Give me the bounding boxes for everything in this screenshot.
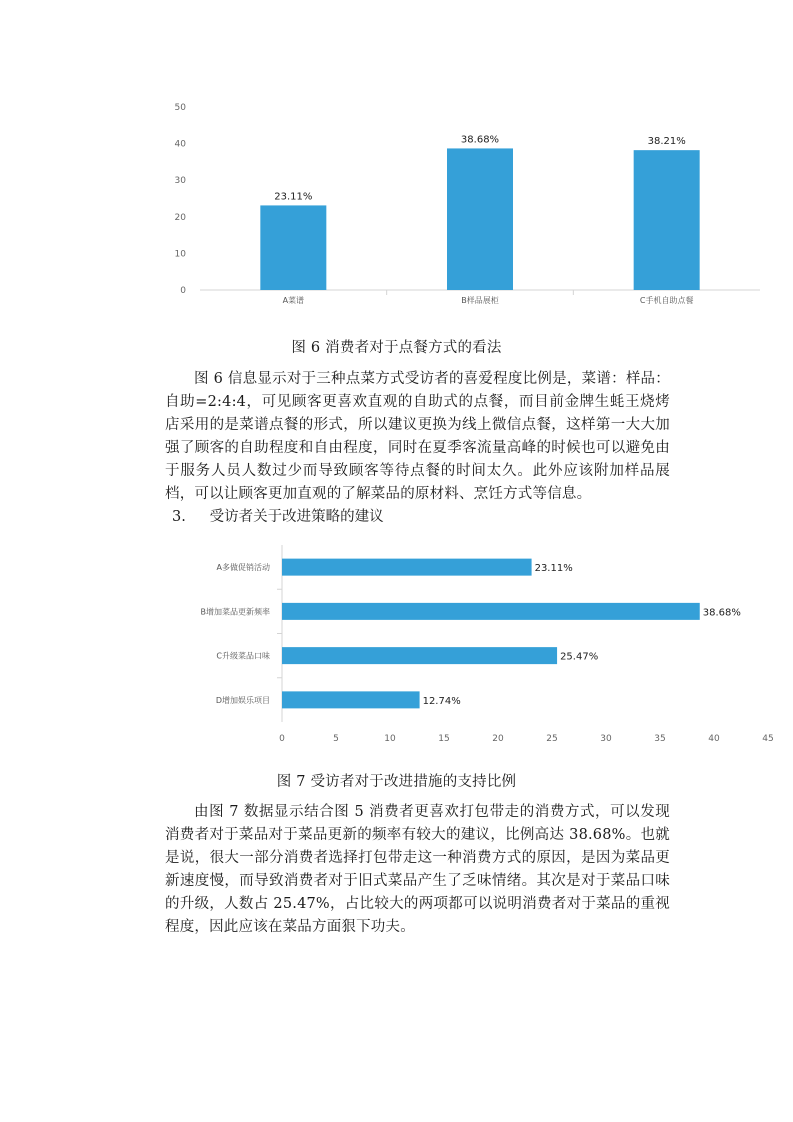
bar [260, 205, 326, 290]
x-tick-label: 35 [654, 734, 666, 744]
chart-dining-preference [0, 0, 793, 330]
data-label: 38.68% [460, 134, 500, 146]
x-category-label: A菜谱 [282, 296, 305, 305]
x-tick-label: 30 [600, 734, 612, 744]
data-label: 38.21% [647, 136, 686, 148]
x-tick-label: 10 [384, 734, 396, 744]
y-tick-label: 0 [180, 286, 186, 296]
bar [282, 559, 532, 576]
y-category-label: B增加菜品更新频率 [200, 607, 270, 617]
bar [447, 148, 513, 290]
x-tick-label: 15 [438, 734, 450, 744]
paragraph-figure6-analysis: 图 6 信息显示对于三种点菜方式受访者的喜爱程度比例是，菜谱：样品：自助=2:4:4，可见顾客更喜欢直观的自助式的点餐，而目前金牌生蚝王烧烤店采用的是菜谱点餐的形式，所以建议更换为线上微信点餐，这样第一大大加强了顾客的自助程度和自由程度，同时在夏季客流量高峰的时候也可以避免由于服务人员人数过少而导致顾客等待点餐的时间太久。此外应该附加样品展档，可以让顾客更加直观的了解菜品的原材料、烹饪方式等信息。 [165, 371, 670, 502]
figure6-caption: 图 6 消费者对于点餐方式的看法 [291, 340, 502, 356]
x-category-label: C手机自助点餐 [639, 296, 694, 305]
y-tick-label: 10 [174, 249, 186, 260]
x-tick-label: 5 [333, 734, 339, 744]
paragraph-figure7-analysis: 由图 7 数据显示结合图 5 消费者更喜欢打包带走的消费方式，可以发现消费者对于菜品对于菜品更新的频率有较大的建议，比例高达 38.68%。也就是说，很大一部分消费者选择打包带走这一种消费方式的原因，是因为菜品更新速度慢，而导致消费者对于旧式菜品产生了乏味情绪。其次是对于菜品口味的升级，人数占 25.47%，占比较大的两项都可以说明消费者对于菜品的重视程度，因此应该在菜品方面狠下功夫。 [165, 804, 670, 935]
bar [634, 150, 700, 290]
x-category-label: B样品展柜 [461, 296, 499, 305]
data-label: 23.11% [274, 191, 313, 203]
y-category-label: C升级菜品口味 [216, 651, 270, 661]
section-number: 3. [172, 509, 186, 525]
data-label: 23.11% [534, 563, 573, 575]
chart-improvement-support [0, 540, 793, 760]
y-tick-label: 20 [174, 212, 186, 223]
x-tick-label: 0 [279, 734, 285, 744]
y-category-label: D增加娱乐项目 [215, 695, 270, 705]
y-tick-label: 30 [174, 176, 186, 187]
section-title: 受访者关于改进策略的建议 [209, 509, 384, 525]
y-tick-label: 50 [174, 103, 186, 113]
x-tick-label: 25 [546, 734, 558, 744]
y-tick-label: 40 [174, 139, 186, 150]
data-label: 12.74% [422, 695, 461, 707]
figure7-caption: 图 7 受访者对于改进措施的支持比例 [276, 774, 517, 790]
data-label: 38.68% [702, 607, 741, 619]
x-tick-label: 45 [762, 734, 774, 744]
y-category-label: A多做促销活动 [216, 563, 270, 573]
bar [282, 603, 700, 620]
section-heading [172, 505, 384, 526]
data-label: 25.47% [560, 651, 599, 663]
bar [282, 647, 557, 664]
bar [282, 691, 420, 708]
x-tick-label: 20 [492, 734, 504, 744]
x-tick-label: 40 [708, 734, 720, 744]
